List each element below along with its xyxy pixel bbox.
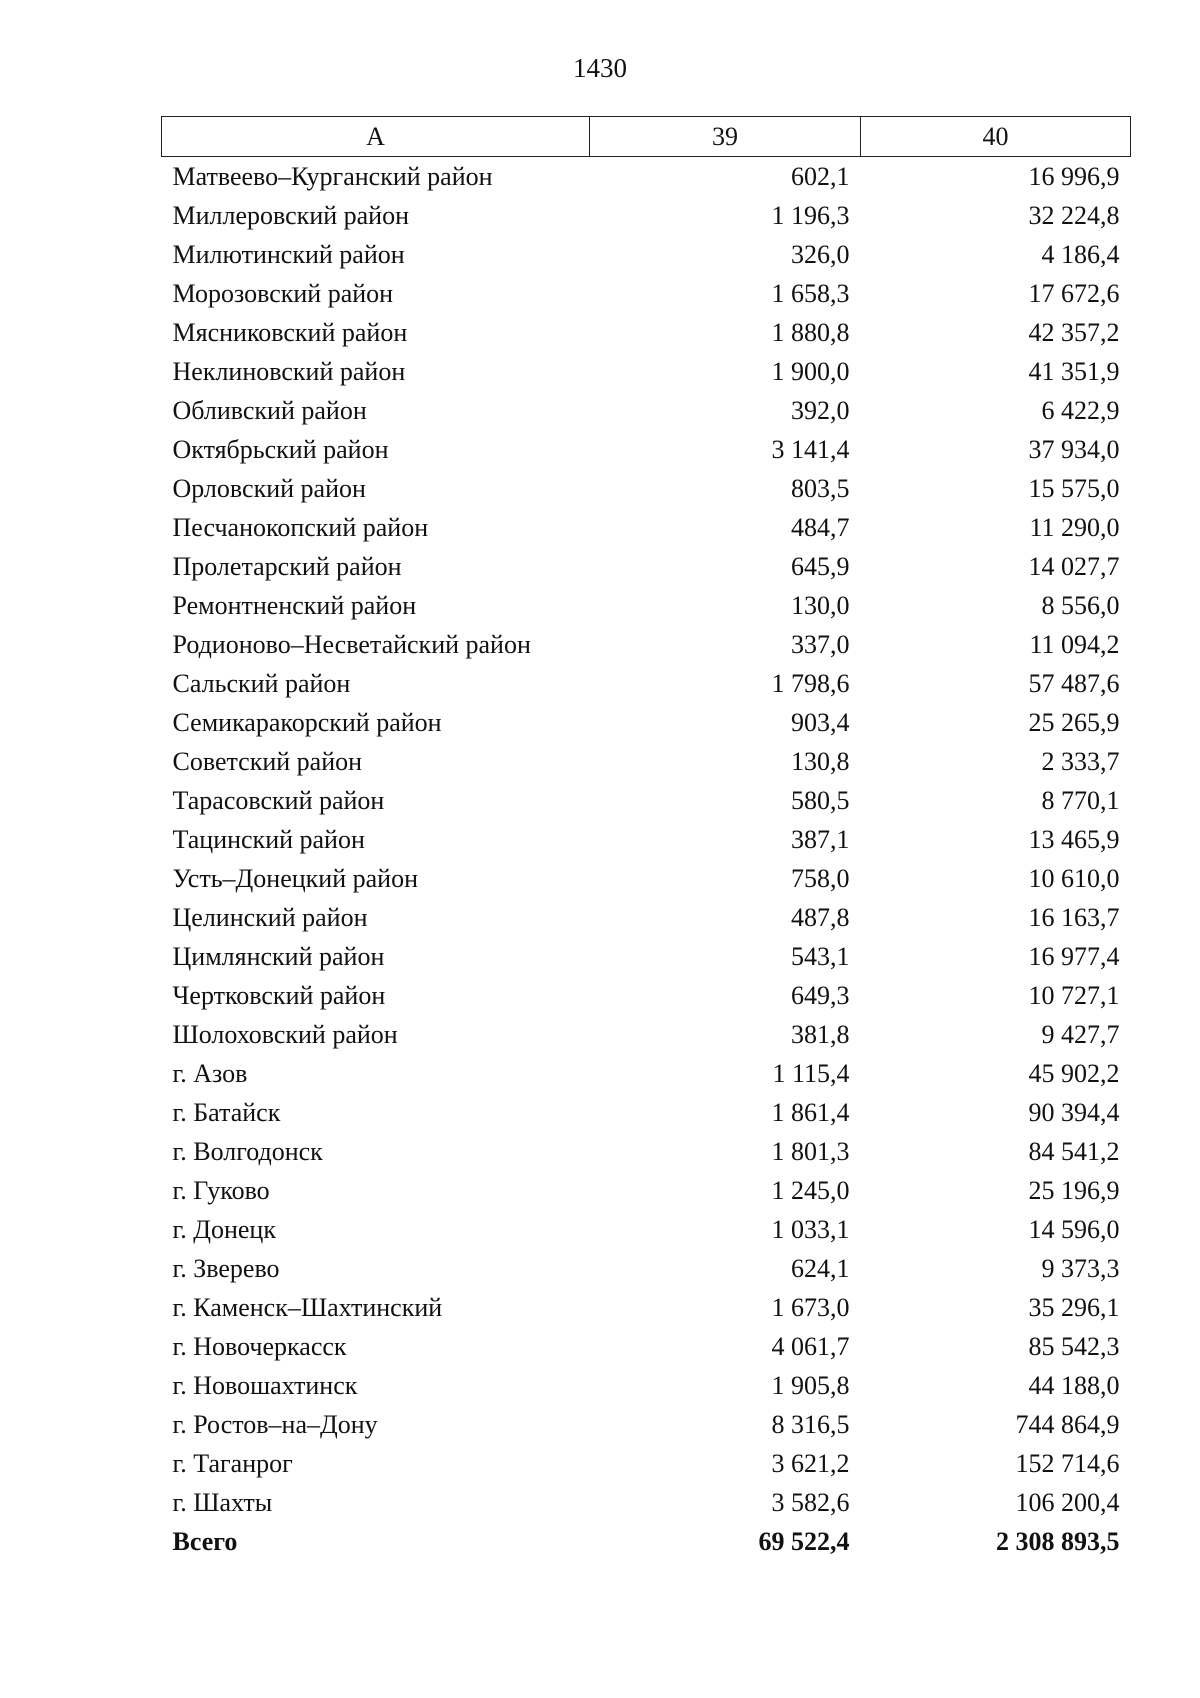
row-value-40: 17 672,6	[1028, 279, 1120, 308]
table-row	[162, 508, 1131, 547]
row-value-39: 645,9	[791, 552, 850, 581]
row-value-39: 1 801,3	[771, 1137, 850, 1166]
row-value-40: 11 094,2	[1029, 630, 1120, 659]
row-value-39: 1 900,0	[771, 357, 850, 386]
row-name: Сальский район	[172, 669, 351, 698]
table-row	[162, 469, 1131, 508]
row-name: г. Зверево	[172, 1254, 280, 1283]
row-value-40: 14 027,7	[1028, 552, 1120, 581]
table-row	[162, 274, 1131, 313]
row-name: г. Волгодонск	[172, 1137, 323, 1166]
row-value-40: 10 610,0	[1028, 864, 1120, 893]
row-value-39: 580,5	[791, 786, 850, 815]
row-value-40: 16 977,4	[1028, 942, 1120, 971]
row-name: Шолоховский район	[172, 1020, 398, 1049]
row-value-40: 9 427,7	[1041, 1020, 1120, 1049]
row-name: Цимлянский район	[172, 942, 385, 971]
row-value-40: 90 394,4	[1028, 1098, 1120, 1127]
row-value-40: 8 556,0	[1041, 591, 1120, 620]
row-value-39: 903,4	[791, 708, 850, 737]
row-value-40: 85 542,3	[1028, 1332, 1120, 1361]
row-name: Семикаракорский район	[172, 708, 442, 737]
row-name: Пролетарский район	[172, 552, 402, 581]
row-value-39: 484,7	[791, 513, 850, 542]
row-value-39: 387,1	[791, 825, 850, 854]
row-value-40: 25 196,9	[1028, 1176, 1120, 1205]
row-name: Целинский район	[172, 903, 368, 932]
table-row	[162, 1015, 1131, 1054]
row-value-40: 41 351,9	[1028, 357, 1120, 386]
row-value-40: 15 575,0	[1028, 474, 1120, 503]
row-value-40: 152 714,6	[1015, 1449, 1120, 1478]
row-value-40: 37 934,0	[1028, 435, 1120, 464]
table-row	[162, 820, 1131, 859]
row-value-39: 8 316,5	[771, 1410, 850, 1439]
row-value-40: 84 541,2	[1028, 1137, 1120, 1166]
table-row	[162, 235, 1131, 274]
table-row	[162, 1405, 1131, 1444]
row-value-39: 1 115,4	[772, 1059, 850, 1088]
row-name: Родионово–Несветайский район	[172, 630, 531, 659]
row-value-39: 1 798,6	[771, 669, 850, 698]
row-value-40: 42 357,2	[1028, 318, 1120, 347]
table-row	[162, 1093, 1131, 1132]
row-name: Усть–Донецкий район	[172, 864, 418, 893]
table-row	[162, 1249, 1131, 1288]
table-row	[162, 625, 1131, 664]
table-row	[162, 1054, 1131, 1093]
row-value-39: 1 673,0	[771, 1293, 850, 1322]
row-name: Октябрьский район	[172, 435, 389, 464]
row-value-39: 3 141,4	[771, 435, 850, 464]
table-row	[162, 1210, 1131, 1249]
header-row	[162, 117, 1131, 157]
table-row	[162, 1132, 1131, 1171]
table-row	[162, 547, 1131, 586]
row-value-39: 3 621,2	[771, 1449, 850, 1478]
row-value-40: 35 296,1	[1028, 1293, 1120, 1322]
row-value-40: 744 864,9	[1015, 1410, 1120, 1439]
row-value-39: 1 033,1	[771, 1215, 850, 1244]
table-row	[162, 391, 1131, 430]
row-value-39: 381,8	[791, 1020, 850, 1049]
total-label: Всего	[172, 1527, 238, 1556]
row-value-39: 602,1	[791, 162, 850, 191]
table-row	[162, 586, 1131, 625]
row-value-39: 3 582,6	[771, 1488, 850, 1517]
table-row	[162, 196, 1131, 235]
row-name: Милютинский район	[172, 240, 405, 269]
row-value-39: 624,1	[791, 1254, 850, 1283]
table-row	[162, 430, 1131, 469]
row-value-39: 392,0	[791, 396, 850, 425]
table-row	[162, 1288, 1131, 1327]
row-name: г. Шахты	[172, 1488, 273, 1517]
data-table	[161, 116, 1131, 1561]
row-value-40: 44 188,0	[1028, 1371, 1120, 1400]
row-name: г. Ростов–на–Дону	[172, 1410, 378, 1439]
row-name: Неклиновский район	[172, 357, 406, 386]
table-row	[162, 352, 1131, 391]
table-row	[162, 898, 1131, 937]
total-col-39: 69 522,4	[758, 1527, 850, 1556]
table-row	[162, 1171, 1131, 1210]
row-value-40: 2 333,7	[1041, 747, 1120, 776]
row-value-39: 1 861,4	[771, 1098, 850, 1127]
page-number: 1430	[573, 53, 627, 83]
row-value-40: 57 487,6	[1028, 669, 1120, 698]
row-value-40: 6 422,9	[1041, 396, 1120, 425]
row-value-39: 337,0	[791, 630, 850, 659]
header-col-39: 39	[590, 117, 861, 157]
row-value-39: 758,0	[791, 864, 850, 893]
row-value-40: 10 727,1	[1028, 981, 1120, 1010]
row-value-39: 1 196,3	[771, 201, 850, 230]
row-value-40: 11 290,0	[1029, 513, 1120, 542]
row-name: Обливский район	[172, 396, 367, 425]
table-header	[162, 117, 1131, 157]
row-value-39: 1 880,8	[771, 318, 850, 347]
row-name: Матвеево–Курганский район	[172, 162, 493, 191]
row-value-39: 543,1	[791, 942, 850, 971]
row-name: г. Новошахтинск	[172, 1371, 358, 1400]
table-row	[162, 664, 1131, 703]
row-value-40: 4 186,4	[1041, 240, 1120, 269]
row-name: г. Таганрог	[172, 1449, 293, 1478]
table-row	[162, 742, 1131, 781]
table-row	[162, 1444, 1131, 1483]
row-value-40: 25 265,9	[1028, 708, 1120, 737]
row-value-39: 1 658,3	[771, 279, 850, 308]
row-name: г. Гуково	[172, 1176, 270, 1205]
row-value-40: 16 996,9	[1028, 162, 1120, 191]
row-name: г. Донецк	[172, 1215, 276, 1244]
row-value-39: 1 905,8	[771, 1371, 850, 1400]
row-value-39: 130,0	[791, 591, 850, 620]
table-row	[162, 937, 1131, 976]
total-col-40: 2 308 893,5	[996, 1527, 1120, 1556]
table-row	[162, 703, 1131, 742]
table-row	[162, 1327, 1131, 1366]
row-name: Ремонтненский район	[172, 591, 417, 620]
table-row	[162, 1366, 1131, 1405]
row-name: Чертковский район	[172, 981, 386, 1010]
row-value-39: 803,5	[791, 474, 850, 503]
table-row	[162, 1483, 1131, 1522]
table-row	[162, 157, 1131, 197]
header-col-40: 40	[861, 117, 1131, 157]
row-name: Мясниковский район	[172, 318, 408, 347]
row-value-40: 45 902,2	[1028, 1059, 1120, 1088]
row-value-40: 32 224,8	[1028, 201, 1120, 230]
header-col-a: А	[162, 117, 590, 157]
row-name: г. Новочеркасск	[172, 1332, 347, 1361]
row-name: Советский район	[172, 747, 363, 776]
total-row	[162, 1522, 1131, 1561]
table-row	[162, 313, 1131, 352]
row-value-40: 14 596,0	[1028, 1215, 1120, 1244]
row-value-40: 9 373,3	[1041, 1254, 1120, 1283]
row-value-39: 649,3	[791, 981, 850, 1010]
row-name: Орловский район	[172, 474, 366, 503]
row-value-39: 4 061,7	[771, 1332, 850, 1361]
table-row	[162, 976, 1131, 1015]
row-value-39: 326,0	[791, 240, 850, 269]
row-value-39: 487,8	[791, 903, 850, 932]
row-name: Песчанокопский район	[172, 513, 429, 542]
row-name: Тацинский район	[172, 825, 365, 854]
table-body	[162, 157, 1131, 1562]
row-value-40: 16 163,7	[1028, 903, 1120, 932]
row-name: г. Каменск–Шахтинский	[172, 1293, 443, 1322]
row-value-39: 1 245,0	[771, 1176, 850, 1205]
row-value-40: 8 770,1	[1041, 786, 1120, 815]
row-value-40: 13 465,9	[1028, 825, 1120, 854]
row-value-39: 130,8	[791, 747, 850, 776]
table-row	[162, 781, 1131, 820]
row-name: г. Азов	[172, 1059, 248, 1088]
table-row	[162, 859, 1131, 898]
row-name: Миллеровский район	[172, 201, 410, 230]
row-value-40: 106 200,4	[1015, 1488, 1120, 1517]
row-name: Тарасовский район	[172, 786, 385, 815]
row-name: г. Батайск	[172, 1098, 281, 1127]
row-name: Морозовский район	[172, 279, 394, 308]
